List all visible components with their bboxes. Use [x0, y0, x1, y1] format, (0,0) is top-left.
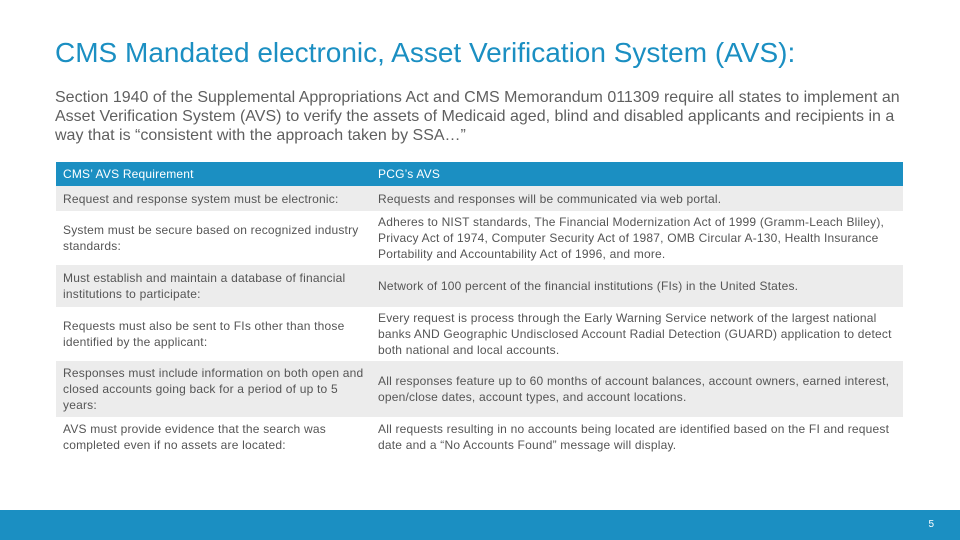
- pcg-cell: Adheres to NIST standards, The Financial Modernization Act of 1999 (Gramm-Leach Bliley), Privacy Act of 1974, Computer Security Act of 1987, OMB Circular A-130, Health Insurance Portability and Accountability Act of 1996, and more.: [371, 211, 903, 265]
- requirements-table-container: [56, 162, 903, 457]
- requirement-cell: System must be secure based on recognized industry standards:: [56, 211, 371, 265]
- requirement-cell: AVS must provide evidence that the search was completed even if no assets are located:: [56, 417, 371, 457]
- table-row: [56, 211, 903, 265]
- table-header-row: [56, 162, 903, 186]
- pcg-cell: All responses feature up to 60 months of account balances, account owners, earned interest, open/close dates, account types, and account locations.: [371, 361, 903, 417]
- intro-paragraph: Section 1940 of the Supplemental Appropriations Act and CMS Memorandum 011309 require all states to implement an Asset Verification System (AVS) to verify the assets of Medicaid aged, blind and disabled applicants and recipients in a way that is “consistent with the approach taken by SSA…”: [55, 89, 900, 144]
- pcg-cell: Network of 100 percent of the financial institutions (FIs) in the United States.: [371, 265, 903, 307]
- table-row: [56, 417, 903, 457]
- table-row: [56, 186, 903, 211]
- header-cms-requirement: CMS’ AVS Requirement: [56, 162, 371, 186]
- table-row: [56, 361, 903, 417]
- requirement-cell: Responses must include information on both open and closed accounts going back for a period of up to 5 years:: [56, 361, 371, 417]
- footer-bar: [0, 510, 960, 540]
- requirement-cell: Requests must also be sent to FIs other than those identified by the applicant:: [56, 307, 371, 361]
- table-row: [56, 265, 903, 307]
- slide-title: CMS Mandated electronic, Asset Verification System (AVS):: [55, 37, 796, 68]
- pcg-cell: Every request is process through the Early Warning Service network of the largest national banks AND Geographic Undisclosed Account Radial Detection (GUARD) application to detect both national and local accounts.: [371, 307, 903, 361]
- requirements-table: [56, 162, 903, 457]
- table-row: [56, 307, 903, 361]
- requirement-cell: Must establish and maintain a database of financial institutions to participate:: [56, 265, 371, 307]
- header-pcg-avs: PCG’s AVS: [371, 162, 903, 186]
- requirement-cell: Request and response system must be electronic:: [56, 186, 371, 211]
- page-number: 5: [928, 519, 934, 530]
- pcg-cell: Requests and responses will be communicated via web portal.: [371, 186, 903, 211]
- pcg-cell: All requests resulting in no accounts being located are identified based on the FI and request date and a “No Accounts Found” message will display.: [371, 417, 903, 457]
